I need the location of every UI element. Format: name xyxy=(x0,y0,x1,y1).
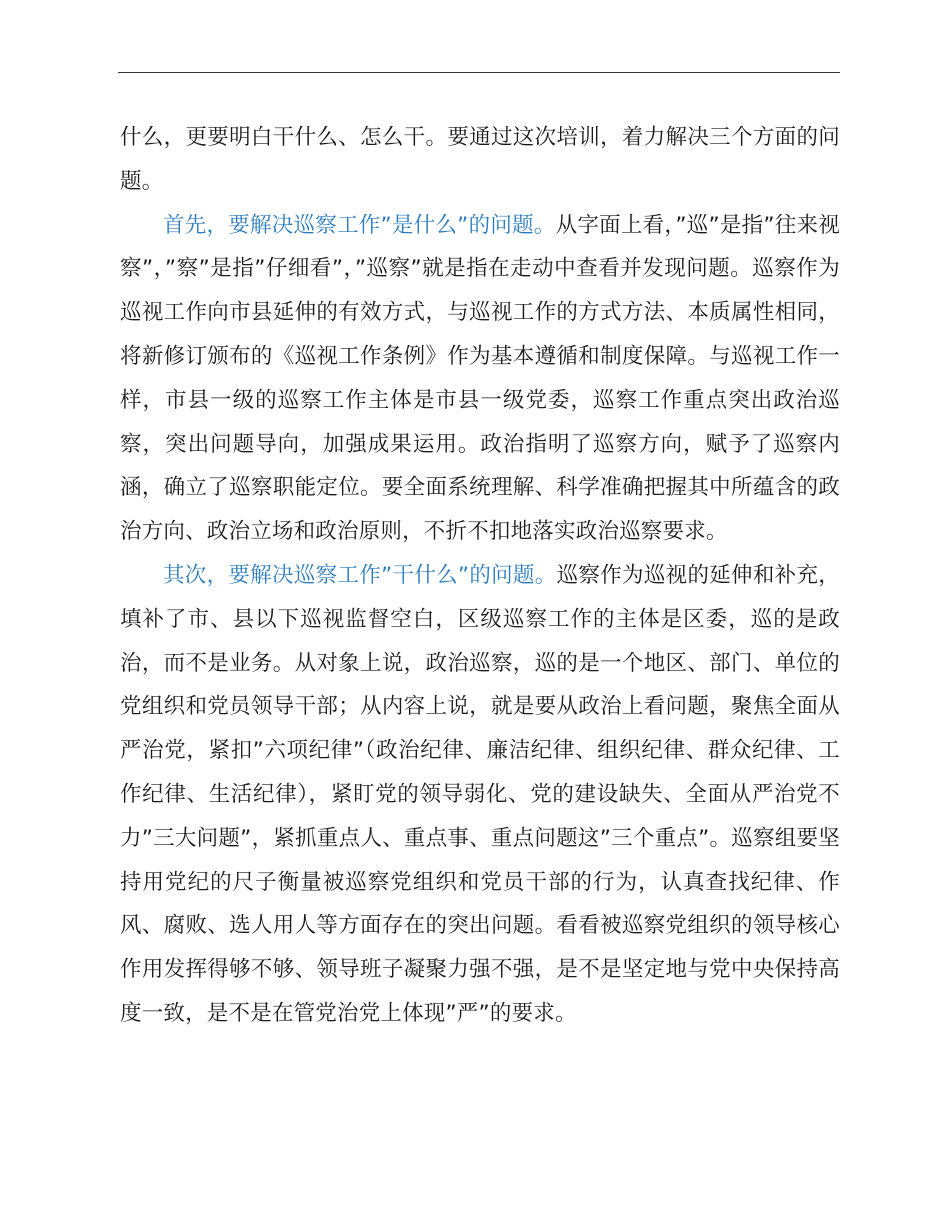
paragraph-text: 什么，更要明白干什么、怎么干。要通过这次培训，着力解决三个方面的问题。 xyxy=(120,125,840,194)
section-heading-first: 首先，要解决巡察工作”是什么”的问题。 xyxy=(163,212,556,238)
paragraph-continuation xyxy=(120,116,840,204)
paragraph-second-point xyxy=(120,554,840,1036)
section-heading-second: 其次，要解决巡察工作”干什么”的问题。 xyxy=(163,562,557,588)
paragraph-text: 巡察作为巡视的延伸和补充，填补了市、县以下巡视监督空白，区级巡察工作的主体是区委，巡的是政治，而不是业务。从对象上说，政治巡察，巡的是一个地区、部门、单位的党组织和党员领导干部；从内容上说，就是要从政治上看问题，聚焦全面从严治党，紧扣”六项纪律”（政治纪律、廉洁纪律、组织纪律、群众纪律、工作纪律、生活纪律），紧盯党的领导弱化、党的建设缺失、全面从严治党不力”三大问题”，紧抓重点人、重点事、重点问题这”三个重点”。巡察组要坚持用党纪的尺子衡量被巡察党组织和党员干部的行为，认真查找纪律、作风、腐败、选人用人等方面存在的突出问题。看看被巡察党组织的领导核心作用发挥得够不够、领导班子凝聚力强不强，是不是坚定地与党中央保持高度一致，是不是在管党治党上体现”严”的要求。 xyxy=(120,562,840,1026)
paragraph-first-point xyxy=(120,204,840,554)
document-body xyxy=(120,116,840,1036)
header-rule xyxy=(118,72,840,73)
paragraph-text: 从字面上看，”巡”是指”往来视察”，”察”是指”仔细看”，”巡察”就是指在走动中查看并发现问题。巡察作为巡视工作向市县延伸的有效方式，与巡视工作的方式方法、本质属性相同，将新修订颁布的《巡视工作条例》作为基本遵循和制度保障。与巡视工作一样，市县一级的巡察工作主体是市县一级党委，巡察工作重点突出政治巡察，突出问题导向，加强成果运用。政治指明了巡察方向，赋予了巡察内涵，确立了巡察职能定位。要全面系统理解、科学准确把握其中所蕴含的政治方向、政治立场和政治原则，不折不扣地落实政治巡察要求。 xyxy=(120,212,840,545)
